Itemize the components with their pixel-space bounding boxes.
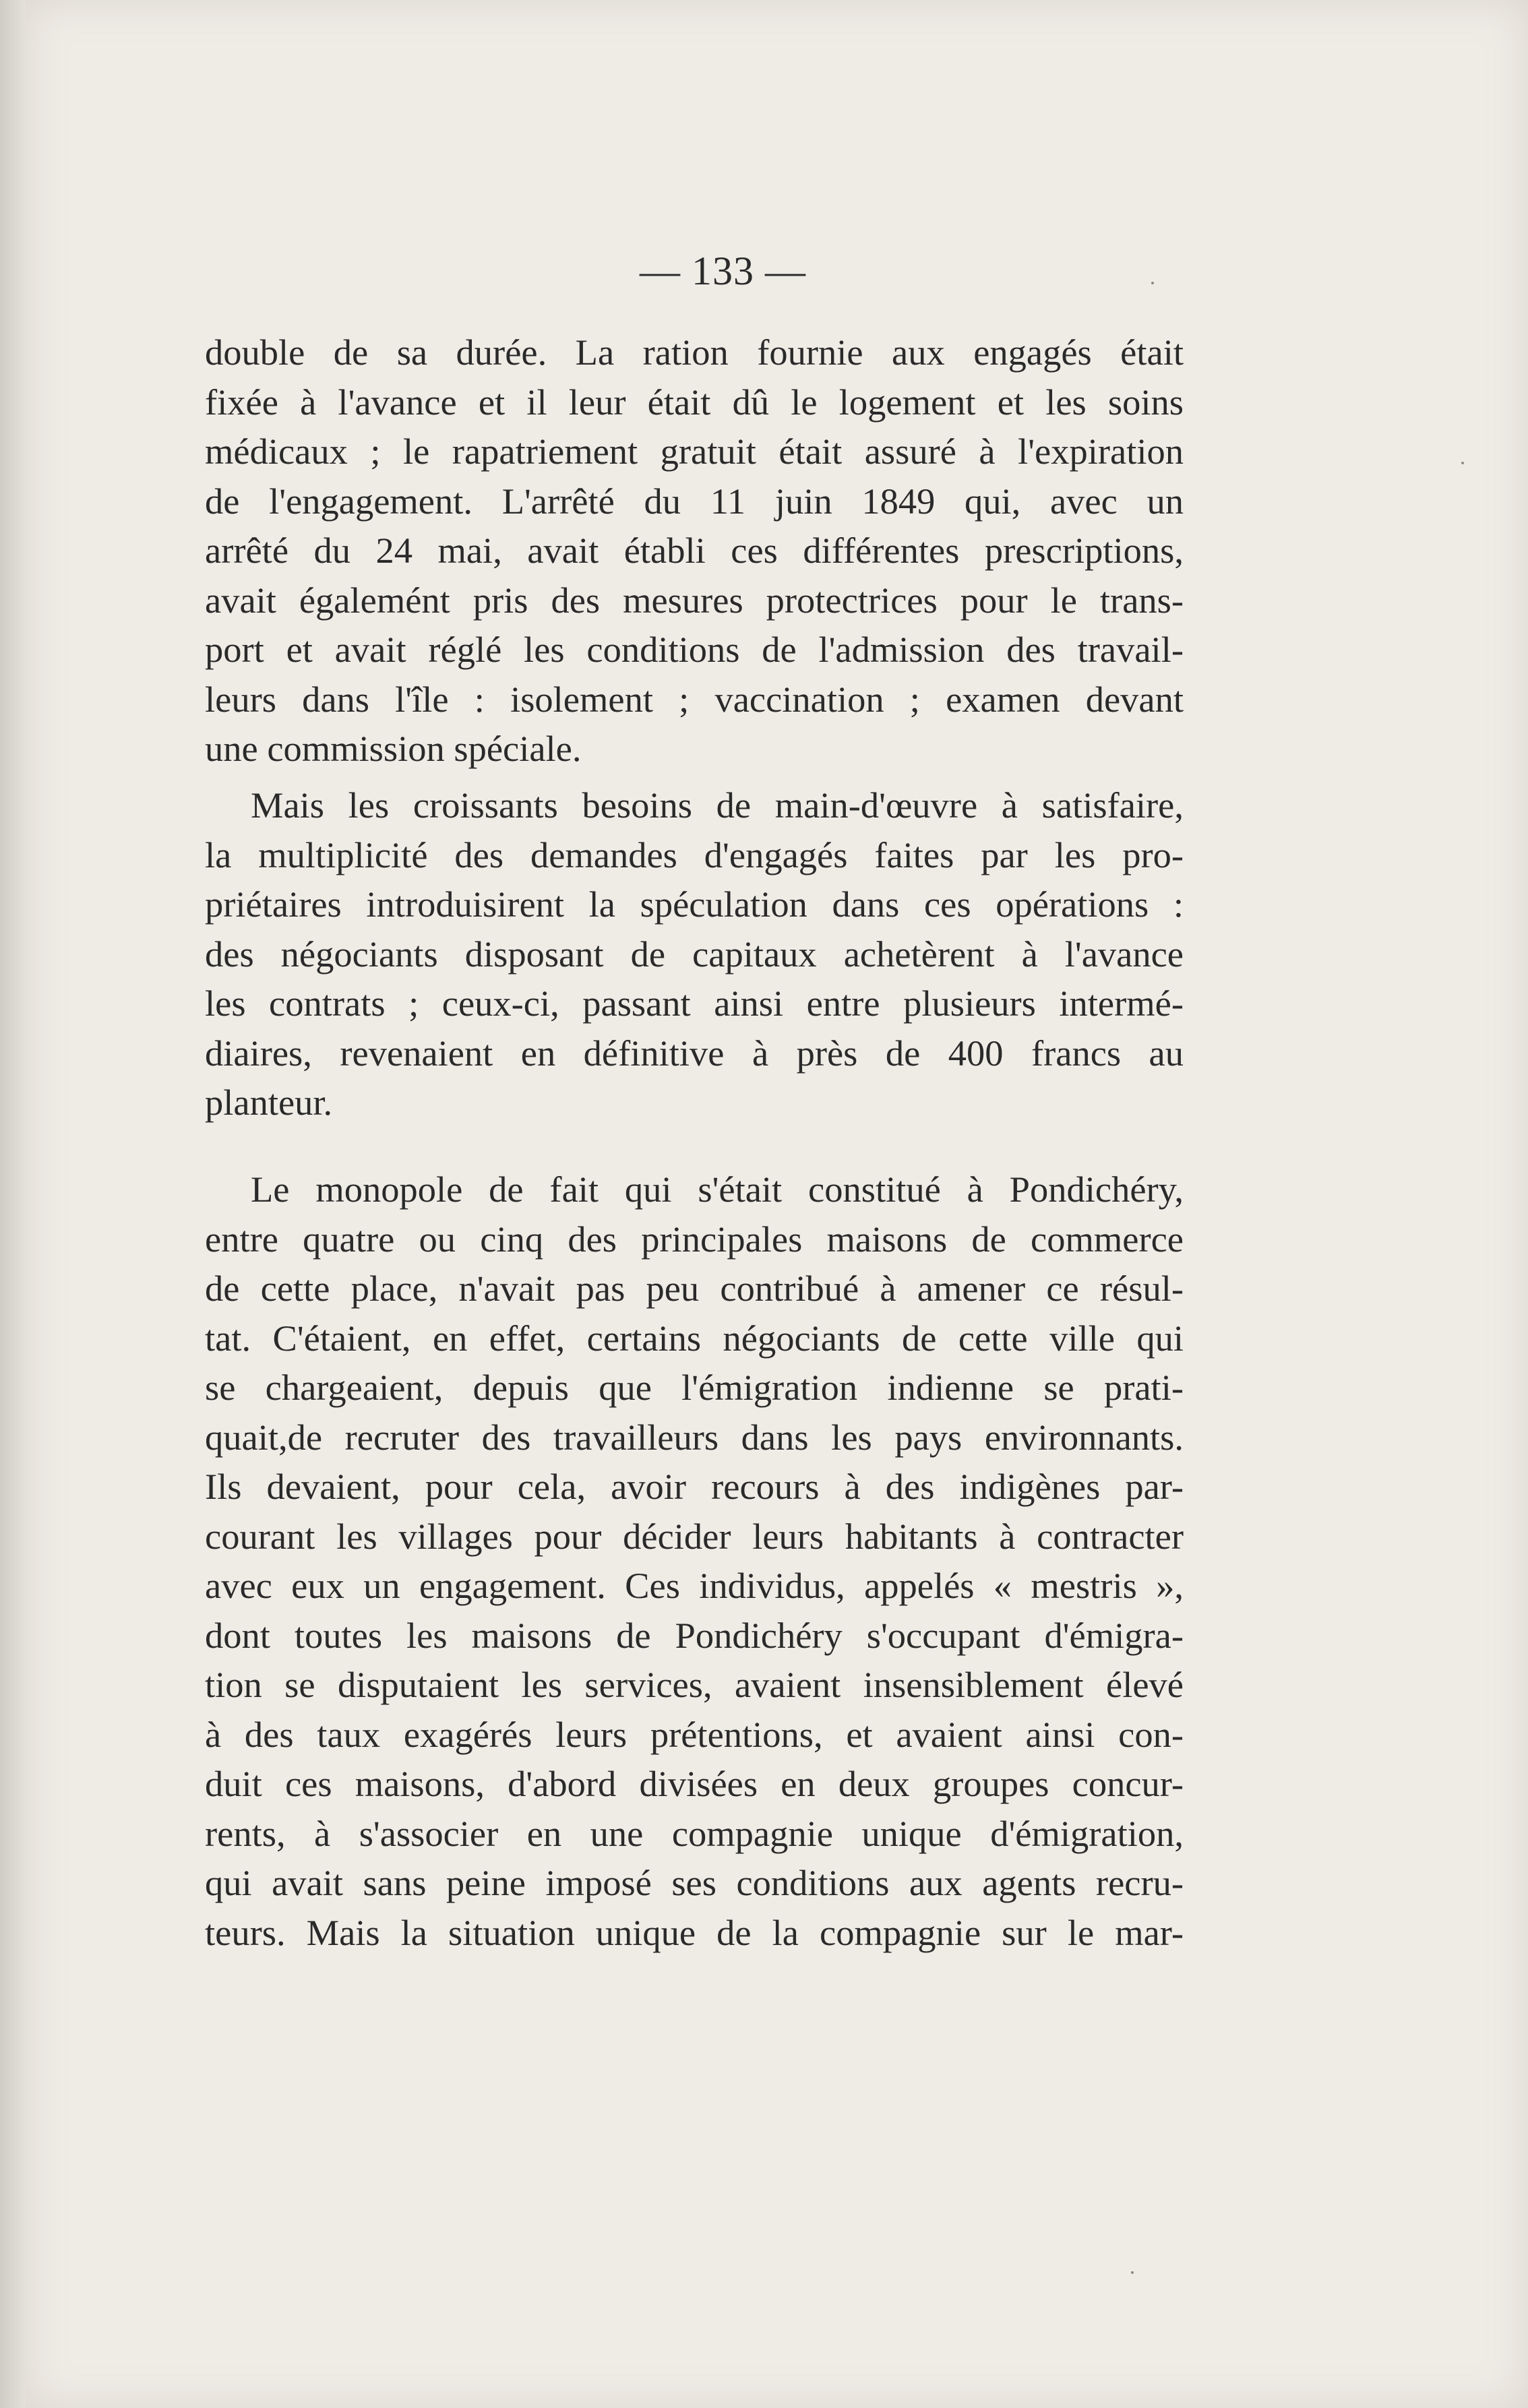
- text-line: fixée à l'avance et il leur était dû le logement et les soins: [205, 381, 1184, 423]
- text-line: tat. C'étaient, en effet, certains négociants de cette ville qui: [205, 1317, 1184, 1359]
- text-line: des négociants disposant de capitaux achetèrent à l'avance: [205, 933, 1184, 975]
- text-line: planteur.: [205, 1082, 333, 1123]
- text-line: à des taux exagérés leurs prétentions, et avaient ainsi con-: [205, 1713, 1184, 1755]
- text-line: tion se disputaient les services, avaient insensiblement élevé: [205, 1664, 1184, 1705]
- text-line: quait,de recruter des travailleurs dans les pays environnants.: [205, 1416, 1184, 1458]
- paper-speck: [1151, 282, 1154, 284]
- text-line: leurs dans l'île : isolement ; vaccination ; examen devant: [205, 678, 1184, 720]
- text-line: entre quatre ou cinq des principales maisons de commerce: [205, 1218, 1184, 1260]
- paragraph-speculation: [205, 780, 1184, 1128]
- text-line: de cette place, n'avait pas peu contribué à amener ce résul-: [205, 1268, 1184, 1309]
- text-line: teurs. Mais la situation unique de la compagnie sur le mar-: [205, 1911, 1184, 1953]
- text-line: duit ces maisons, d'abord divisées en deux groupes concur-: [205, 1763, 1184, 1804]
- scan-edge: [0, 0, 26, 2408]
- text-line: priétaires introduisirent la spéculation dans ces opérations :: [205, 884, 1184, 925]
- book-page: [26, 0, 1528, 2408]
- paragraph-monopole: [205, 1165, 1184, 1957]
- text-line: Ils devaient, pour cela, avoir recours à des indigènes par-: [205, 1466, 1184, 1507]
- paragraph-continuation: [205, 328, 1184, 774]
- text-line: avait égalemént pris des mesures protectrices pour le trans-: [205, 579, 1184, 621]
- text-line: une commission spéciale.: [205, 728, 582, 769]
- paper-speck: [1461, 462, 1464, 464]
- text-line: dont toutes les maisons de Pondichéry s'occupant d'émigra-: [205, 1614, 1184, 1656]
- text-line: Mais les croissants besoins de main-d'œuvre à satisfaire,: [251, 784, 1184, 826]
- text-line: courant les villages pour décider leurs habitants à contracter: [205, 1515, 1184, 1557]
- text-line: rents, à s'associer en une compagnie unique d'émigration,: [205, 1812, 1184, 1854]
- text-line: se chargeaient, depuis que l'émigration indienne se prati-: [205, 1367, 1184, 1408]
- page-number: — 133 —: [640, 249, 806, 293]
- text-line: Le monopole de fait qui s'était constitué à Pondichéry,: [251, 1169, 1184, 1210]
- text-line: les contrats ; ceux-ci, passant ainsi entre plusieurs intermé-: [205, 983, 1184, 1024]
- text-line: médicaux ; le rapatriement gratuit était assuré à l'expiration: [205, 431, 1184, 472]
- text-line: diaires, revenaient en définitive à près de 400 francs au: [205, 1032, 1184, 1074]
- text-line: port et avait réglé les conditions de l'admission des travail-: [205, 629, 1184, 670]
- text-line: arrêté du 24 mai, avait établi ces différentes prescriptions,: [205, 530, 1184, 571]
- text-line: la multiplicité des demandes d'engagés faites par les pro-: [205, 834, 1184, 875]
- text-line: double de sa durée. La ration fournie aux engagés était: [205, 332, 1184, 373]
- text-line: de l'engagement. L'arrêté du 11 juin 1849 qui, avec un: [205, 480, 1184, 522]
- text-line: avec eux un engagement. Ces individus, appelés « mestris »,: [205, 1565, 1184, 1606]
- text-line: qui avait sans peine imposé ses conditions aux agents recru-: [205, 1862, 1184, 1903]
- paper-speck: [1131, 2271, 1134, 2274]
